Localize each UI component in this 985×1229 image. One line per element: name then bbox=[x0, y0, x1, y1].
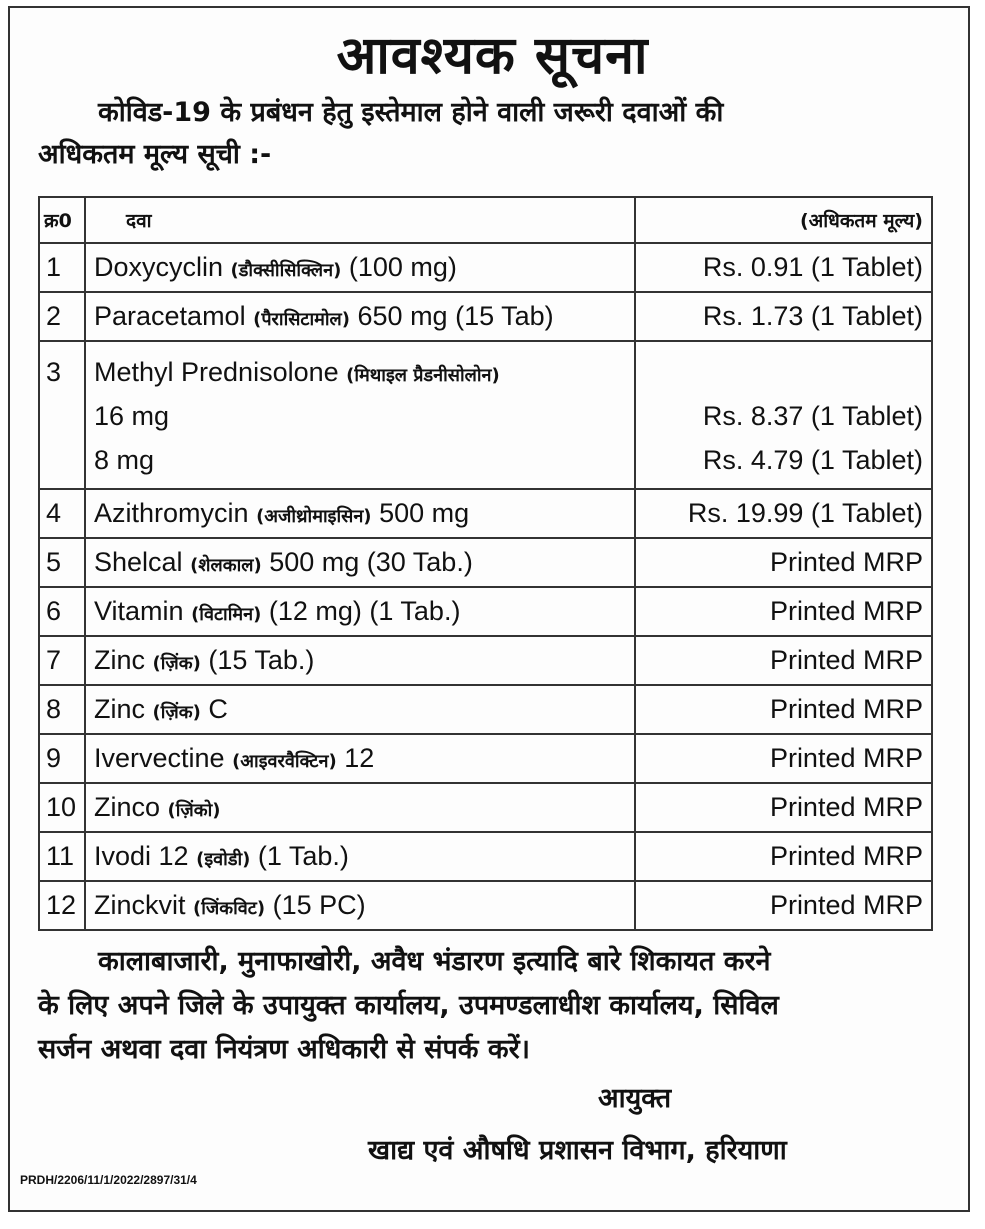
dose-line-2: 8 mg bbox=[94, 445, 155, 475]
medicine-detail: (15 Tab.) bbox=[208, 645, 315, 675]
medicine-hindi-name: (मिथाइल प्रैडनीसोलोन) bbox=[346, 365, 500, 386]
row-price bbox=[635, 341, 932, 489]
row-serial: 5 bbox=[39, 538, 85, 587]
medicine-detail: C bbox=[208, 694, 228, 724]
row-serial: 12 bbox=[39, 881, 85, 930]
intro-line-2: अधिकतम मूल्य सूची :- bbox=[38, 139, 272, 170]
row-price: Rs. 0.91 (1 Tablet) bbox=[635, 243, 932, 292]
row-price: Printed MRP bbox=[635, 783, 932, 832]
header-medicine: दवा bbox=[85, 197, 635, 243]
row-medicine bbox=[85, 734, 635, 783]
table-row bbox=[39, 783, 932, 832]
row-serial: 7 bbox=[39, 636, 85, 685]
table-row bbox=[39, 587, 932, 636]
row-medicine bbox=[85, 538, 635, 587]
medicine-hindi-name: (पैरासिटामोल) bbox=[253, 309, 350, 330]
reference-code: PRDH/2206/11/1/2022/2897/31/4 bbox=[20, 1173, 197, 1187]
medicine-name: Zinckvit bbox=[94, 890, 186, 920]
header-serial: क्र0 bbox=[39, 197, 85, 243]
row-serial-value: 3 bbox=[46, 357, 62, 387]
table-row bbox=[39, 636, 932, 685]
table-row bbox=[39, 243, 932, 292]
medicine-name: Zinco bbox=[94, 792, 161, 822]
row-price: Printed MRP bbox=[635, 636, 932, 685]
table-header-row bbox=[39, 197, 932, 243]
intro-text bbox=[38, 92, 938, 176]
department-name: खाद्य एवं औषधि प्रशासन विभाग, हरियाणा bbox=[368, 1135, 787, 1166]
medicine-hindi-name: (ज़िंको) bbox=[167, 800, 221, 821]
medicine-hindi-name: (जिंकविट) bbox=[193, 898, 266, 919]
row-serial: 4 bbox=[39, 489, 85, 538]
medicine-hindi-name: (विटामिन) bbox=[191, 604, 262, 625]
row-medicine bbox=[85, 685, 635, 734]
price-table bbox=[38, 196, 933, 931]
row-serial: 11 bbox=[39, 832, 85, 881]
medicine-name: Methyl Prednisolone bbox=[94, 357, 339, 387]
table-row bbox=[39, 881, 932, 930]
row-serial: 9 bbox=[39, 734, 85, 783]
medicine-hindi-name: (आइवरवैक्टिन) bbox=[232, 751, 337, 772]
medicine-hindi-name: (इवोडी) bbox=[196, 849, 251, 870]
table-row bbox=[39, 685, 932, 734]
medicine-detail: (12 mg) (1 Tab.) bbox=[268, 596, 461, 626]
medicine-hindi-name: (ज़िंक) bbox=[152, 702, 201, 723]
row-price: Printed MRP bbox=[635, 538, 932, 587]
row-serial: 6 bbox=[39, 587, 85, 636]
row-medicine bbox=[85, 489, 635, 538]
row-medicine bbox=[85, 832, 635, 881]
medicine-hindi-name: (ज़िंक) bbox=[152, 653, 201, 674]
table-row bbox=[39, 341, 932, 489]
intro-line-1: कोविड-19 के प्रबंधन हेतु इस्तेमाल होने वाली जरूरी दवाओं की bbox=[98, 97, 724, 128]
row-price: Printed MRP bbox=[635, 734, 932, 783]
row-price: Rs. 1.73 (1 Tablet) bbox=[635, 292, 932, 341]
price-line-1: Rs. 8.37 (1 Tablet) bbox=[702, 401, 923, 431]
medicine-detail: (15 PC) bbox=[272, 890, 366, 920]
row-serial bbox=[39, 341, 85, 489]
medicine-hindi-name: (अजीथ्रोमाइसिन) bbox=[256, 506, 372, 527]
table-row bbox=[39, 832, 932, 881]
row-price: Printed MRP bbox=[635, 832, 932, 881]
row-serial: 8 bbox=[39, 685, 85, 734]
medicine-name: Zinc bbox=[94, 645, 146, 675]
price-line-blank bbox=[644, 350, 923, 394]
medicine-hindi-name: (डौक्सीसिक्लिन) bbox=[230, 260, 342, 281]
medicine-name: Vitamin bbox=[94, 596, 184, 626]
table-row bbox=[39, 489, 932, 538]
medicine-detail: 650 mg (15 Tab) bbox=[357, 301, 554, 331]
row-medicine bbox=[85, 783, 635, 832]
table-row bbox=[39, 734, 932, 783]
medicine-name: Ivodi 12 bbox=[94, 841, 189, 871]
row-price: Printed MRP bbox=[635, 881, 932, 930]
medicine-detail: (1 Tab.) bbox=[257, 841, 349, 871]
complaint-note bbox=[38, 940, 938, 1072]
medicine-hindi-name: (शेलकाल) bbox=[190, 555, 262, 576]
medicine-detail: 12 bbox=[344, 743, 375, 773]
medicine-name: Paracetamol bbox=[94, 301, 246, 331]
table-row bbox=[39, 292, 932, 341]
row-medicine bbox=[85, 243, 635, 292]
medicine-name: Shelcal bbox=[94, 547, 183, 577]
row-medicine bbox=[85, 341, 635, 489]
row-serial: 10 bbox=[39, 783, 85, 832]
dose-line-1: 16 mg bbox=[94, 401, 170, 431]
medicine-name: Zinc bbox=[94, 694, 146, 724]
row-medicine bbox=[85, 881, 635, 930]
medicine-detail: 500 mg (30 Tab.) bbox=[269, 547, 473, 577]
medicine-detail: (100 mg) bbox=[348, 252, 457, 282]
medicine-name: Azithromycin bbox=[94, 498, 249, 528]
complaint-line-2: के लिए अपने जिले के उपायुक्त कार्यालय, उपमण्डलाधीश कार्यालय, सिविल bbox=[38, 990, 779, 1021]
complaint-line-1: कालाबाजारी, मुनाफाखोरी, अवैध भंडारण इत्यादि बारे शिकायत करने bbox=[98, 946, 771, 977]
medicine-detail: 500 mg bbox=[379, 498, 470, 528]
row-serial: 2 bbox=[39, 292, 85, 341]
row-serial: 1 bbox=[39, 243, 85, 292]
row-medicine bbox=[85, 587, 635, 636]
medicine-name: Doxycyclin bbox=[94, 252, 224, 282]
header-max-price: (अधिकतम मूल्य) bbox=[635, 197, 932, 243]
row-price: Rs. 19.99 (1 Tablet) bbox=[635, 489, 932, 538]
row-medicine bbox=[85, 636, 635, 685]
row-price: Printed MRP bbox=[635, 685, 932, 734]
complaint-line-3: सर्जन अथवा दवा नियंत्रण अधिकारी से संपर्क करें। bbox=[38, 1034, 530, 1065]
medicine-line bbox=[94, 350, 626, 394]
row-price: Printed MRP bbox=[635, 587, 932, 636]
price-line-2: Rs. 4.79 (1 Tablet) bbox=[702, 445, 923, 475]
row-medicine bbox=[85, 292, 635, 341]
signatory-title: आयुक्त bbox=[598, 1083, 672, 1114]
notice-title: आवश्यक सूचना bbox=[336, 26, 649, 86]
medicine-name: Ivervectine bbox=[94, 743, 225, 773]
table-row bbox=[39, 538, 932, 587]
